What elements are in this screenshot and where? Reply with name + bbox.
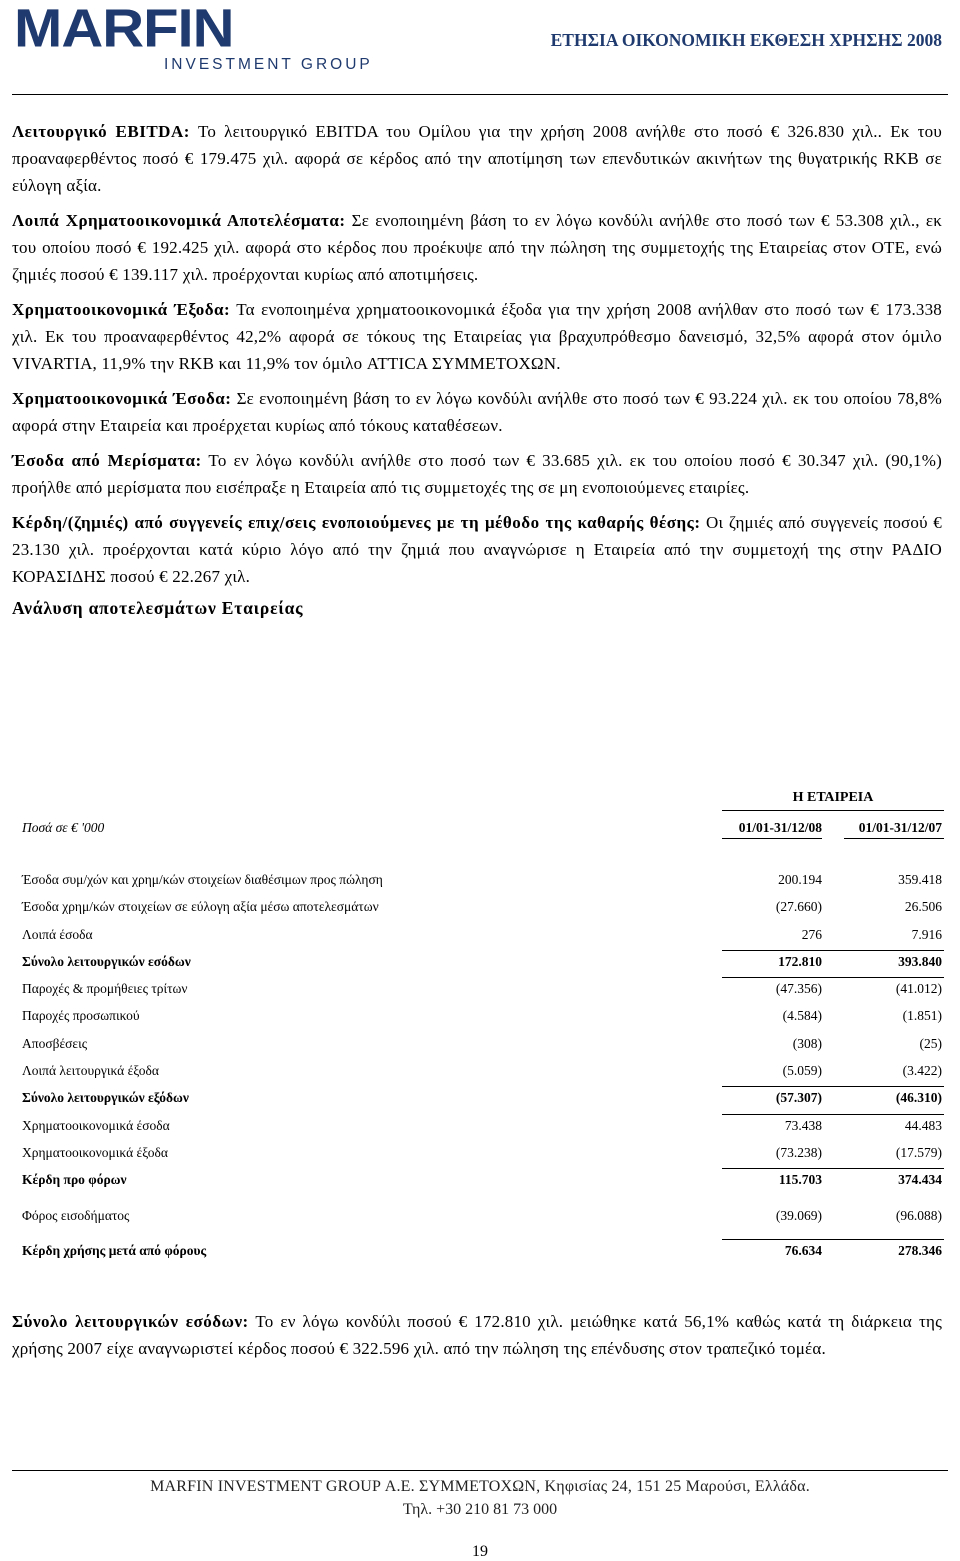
value-2008: (57.307)	[775, 1090, 822, 1106]
table-row-total	[22, 1086, 944, 1113]
marfin-logo	[14, 0, 373, 76]
paragraph-dividend-income	[12, 447, 942, 501]
row-label: Φόρος εισοδήματος	[22, 1207, 130, 1223]
paragraph-financial-income	[12, 385, 942, 439]
narrative-section	[12, 118, 942, 619]
footer-divider	[12, 1470, 948, 1471]
paragraph-text: Το εν λόγω κονδύλι ανήλθε στο ποσό των € 33.685 χιλ. εκ του οποίου ποσό € 30.347 χιλ. (90,1%) προήλθε από μερίσματα που εισέπραξε η Εταιρεία από τις συμμετοχές της σε μη ενοποιούμενες εταιρίες.	[12, 451, 942, 497]
paragraph-term: Λοιπά Χρηματοοικονομικά Αποτελέσματα:	[12, 211, 346, 230]
row-label: Σύνολο λειτουργικών εσόδων	[22, 953, 191, 969]
closing-section	[12, 1308, 942, 1370]
value-2007: 278.346	[898, 1242, 942, 1258]
table-row	[22, 923, 944, 950]
table-row	[22, 1114, 944, 1141]
company-header-rule	[722, 810, 944, 811]
value-2008: (47.356)	[775, 981, 822, 997]
value-2007: (46.310)	[895, 1090, 942, 1106]
paragraph-text: Σε ενοποιημένη βάση το εν λόγω κονδύλι ανήλθε στο ποσό των € 93.224 χιλ. εκ του οποίου 78,8% αφορά στην Εταιρεία και προέρχεται κυρίως από τόκους καταθέσεων.	[12, 389, 942, 435]
value-2008: (73.238)	[775, 1144, 822, 1160]
paragraph-term: Λειτουργικό EBITDA:	[12, 122, 190, 141]
value-2007: 7.916	[911, 926, 942, 942]
value-2007: (41.012)	[895, 981, 942, 997]
page-header	[0, 0, 960, 110]
paragraph-term: Έσοδα από Μερίσματα:	[12, 451, 202, 470]
value-2008: 172.810	[778, 953, 822, 969]
company-column-header: Η ΕΤΑΙΡΕΙΑ	[792, 790, 874, 805]
row-label: Κέρδη χρήσης μετά από φόρους	[22, 1242, 207, 1258]
header-divider	[12, 94, 948, 95]
row-label: Παροχές & προμήθειες τρίτων	[22, 981, 188, 997]
paragraph-term: Χρηματοοικονομικά Έξοδα:	[12, 300, 231, 319]
paragraph-ebitda	[12, 118, 942, 199]
value-2008: (5.059)	[782, 1063, 822, 1079]
table-row	[22, 1204, 944, 1231]
paragraph-associates	[12, 509, 942, 590]
report-title: ΕΤΗΣΙΑ ΟΙΚΟΝΟΜΙΚΗ ΕΚΘΕΣΗ ΧΡΗΣΗΣ 2008	[550, 30, 942, 50]
section-title: Ανάλυση αποτελεσμάτων Εταιρείας	[12, 598, 304, 618]
paragraph-term: Κέρδη/(ζημιές) από συγγενείς επιχ/σεις ενοποιούμενες με τη μέθοδο της καθαρής θέσης:	[12, 513, 701, 532]
table-row	[22, 977, 944, 1004]
value-2007: 26.506	[904, 899, 942, 915]
row-label: Λοιπά λειτουργικά έξοδα	[22, 1063, 159, 1079]
row-label: Χρηματοοικονομικά έξοδα	[22, 1144, 168, 1160]
table-row-total	[22, 1168, 944, 1195]
row-label: Χρηματοοικονομικά έσοδα	[22, 1117, 170, 1133]
row-label: Έσοδα χρημ/κών στοιχείων σε εύλογη αξία μέσω αποτελεσμάτων	[22, 899, 379, 915]
column-rule-2008	[722, 838, 822, 839]
row-label: Αποσβέσεις	[22, 1035, 88, 1051]
paragraph-financial-expenses	[12, 296, 942, 377]
paragraph-term: Χρηματοοικονομικά Έσοδα:	[12, 389, 232, 408]
value-2008: 76.634	[784, 1242, 822, 1258]
row-label: Κέρδη προ φόρων	[22, 1172, 127, 1188]
value-2008: 200.194	[778, 872, 822, 887]
page-number: 19	[472, 1543, 488, 1560]
value-2008: (4.584)	[782, 1008, 822, 1024]
row-label: Έσοδα συμ/χών και χρημ/κών στοιχείων διαθέσιμων προς πώληση	[22, 872, 383, 887]
value-2007: (3.422)	[902, 1063, 942, 1079]
paragraph-other-financial-results	[12, 207, 942, 288]
value-2007: 393.840	[898, 953, 942, 969]
logo-subtitle: INVESTMENT GROUP	[164, 56, 373, 73]
value-2008: (39.069)	[775, 1207, 822, 1223]
table-row-total	[22, 950, 944, 977]
value-2008: 276	[801, 926, 822, 942]
paragraph-text: Τα ενοποιημένα χρηματοοικονομικά έξοδα για την χρήση 2008 ανήλθαν στο ποσό των € 173.338 χιλ. Εκ του προαναφερθέντος 42,2% αφορά σε τόκους της Εταιρείας για βραχυπρόθεσμο δανεισμό, 32,5% αφορά στον όμιλο VIVARTIA, 11,9% την RKB και 11,9% τον όμιλο ATTICA ΣΥΜΜΕΤΟΧΩΝ.	[12, 300, 942, 373]
value-2008: 73.438	[784, 1117, 822, 1133]
value-2007: 44.483	[904, 1117, 942, 1133]
value-2007: (25)	[919, 1035, 942, 1051]
value-2007: 359.418	[898, 872, 942, 887]
table-row	[22, 1059, 944, 1086]
table-row	[22, 1032, 944, 1059]
row-label: Σύνολο λειτουργικών εξόδων	[22, 1090, 189, 1106]
row-label: Λοιπά έσοδα	[22, 926, 93, 942]
logo-wordmark: MARFIN	[14, 0, 234, 59]
paragraph-text: Το λειτουργικό EBITDA του Ομίλου για την χρήση 2008 ανήλθε στο ποσό € 326.830 χιλ.. Εκ του προαναφερθέντος ποσό € 179.475 χιλ. αφορά σε κέρδος από την αποτίμηση των επενδυτικών ακινήτων της θυγατρικής RKB σε εύλογη αξία.	[12, 122, 943, 195]
paragraph-text: Σε ενοποιημένη βάση το εν λόγω κονδύλι ανήλθε στο ποσό των € 53.308 χιλ., εκ του οποίου ποσό € 192.425 χιλ. αφορά στο κέρδος που προέκυψε από την πώληση της συμμετοχής της Εταιρείας στον ΟΤΕ, ενώ ζημιές ποσού € 139.117 χιλ. προέρχονται κυρίως από αποτιμήσεις.	[12, 211, 942, 284]
value-2008: (308)	[792, 1035, 822, 1051]
table-row	[22, 868, 944, 895]
table-row	[22, 1141, 944, 1168]
value-2008: 115.703	[778, 1172, 822, 1188]
table-row-total	[22, 1239, 944, 1266]
table-row	[22, 895, 944, 922]
footer-phone: Τηλ. +30 210 81 73 000	[402, 1501, 558, 1518]
footer-address: MARFIN INVESTMENT GROUP Α.Ε. ΣΥΜΜΕΤΟΧΩΝ, Κηφισίας 24, 151 25 Μαρούσι, Ελλάδα.	[150, 1478, 810, 1495]
value-2007: 374.434	[898, 1172, 942, 1188]
table-body	[22, 868, 944, 1266]
paragraph-operating-income	[12, 1308, 942, 1362]
value-2007: (1.851)	[902, 1008, 942, 1024]
unit-label: Ποσά σε € '000	[22, 820, 105, 835]
value-2008: (27.660)	[775, 899, 822, 915]
paragraph-text: Οι ζημιές από συγγενείς ποσού € 23.130 χιλ. προέρχονται κατά κύριο λόγο από την ζημιά που αναγνώρισε η Εταιρεία από την συμμετοχή της στην ΡΑΔΙΟ ΚΟΡΑΣΙΔΗΣ ποσού € 22.267 χιλ.	[12, 513, 943, 586]
row-label: Παροχές προσωπικού	[22, 1008, 140, 1024]
table-row	[22, 1004, 944, 1031]
paragraph-text: Το εν λόγω κονδύλι ποσού € 172.810 χιλ. μειώθηκε κατά 56,1% καθώς κατά τη διάρκεια της χρήσης 2007 είχε αναγνωριστεί κέρδος ποσού € 322.596 χιλ. από την πώληση της επένδυσης στον τραπεζικό τομέα.	[12, 1312, 942, 1358]
column-rule-2007	[844, 838, 944, 839]
value-2007: (17.579)	[895, 1144, 942, 1160]
column-header-2007: 01/01-31/12/07	[858, 820, 942, 835]
paragraph-term: Σύνολο λειτουργικών εσόδων:	[12, 1312, 249, 1331]
value-2007: (96.088)	[895, 1207, 942, 1223]
column-header-2008: 01/01-31/12/08	[738, 820, 822, 835]
